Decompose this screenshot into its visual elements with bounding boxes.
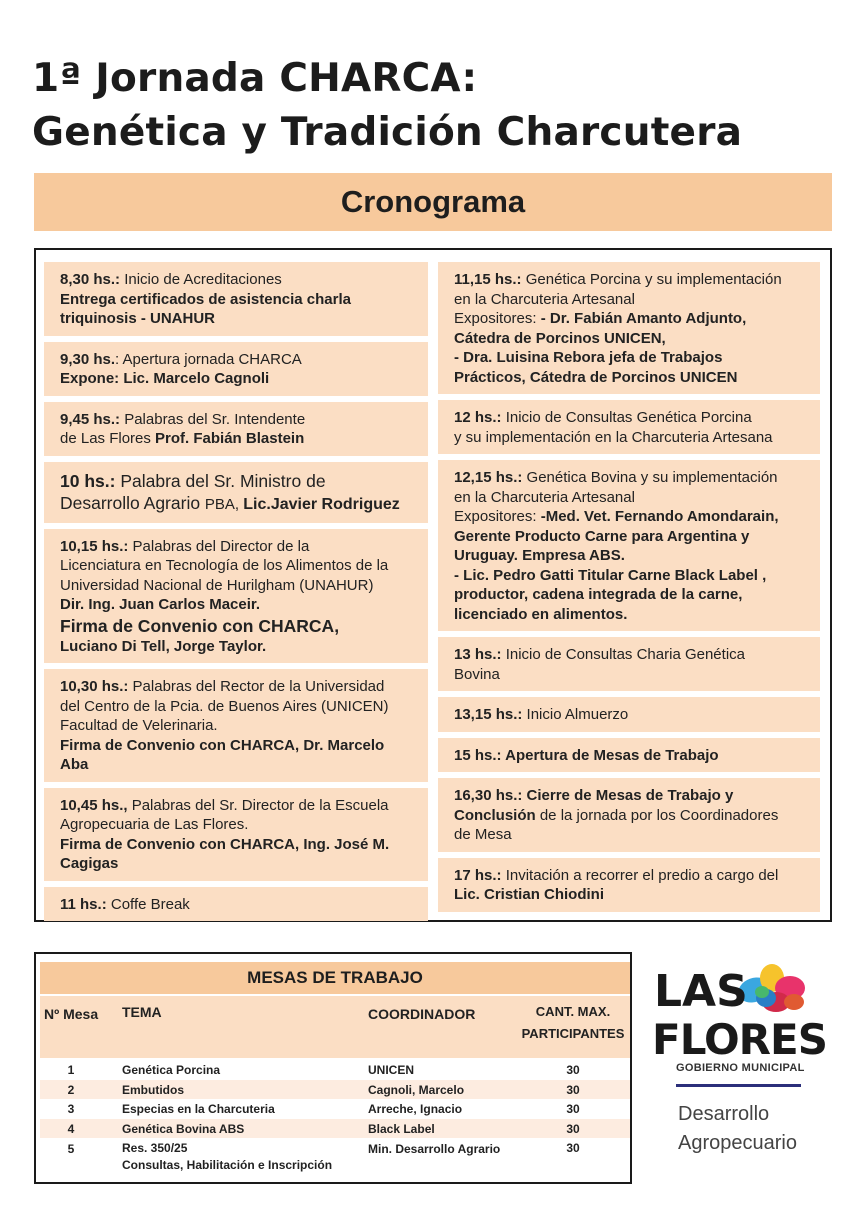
item-bold-text: Cagigas bbox=[60, 855, 119, 872]
page-title bbox=[32, 52, 832, 160]
cell-tema: Embutidos bbox=[122, 1082, 184, 1097]
schedule-item-0830 bbox=[44, 262, 428, 336]
schedule-item-0945 bbox=[44, 402, 428, 456]
title-line-1: 1ª Jornada CHARCA: bbox=[32, 56, 478, 101]
item-text: de Mesa bbox=[454, 826, 512, 843]
table-row bbox=[40, 1099, 630, 1119]
logo-text-gobierno: GOBIERNO MUNICIPAL bbox=[676, 1062, 805, 1074]
item-time: 11 hs.: bbox=[60, 895, 107, 913]
schedule-item-1630 bbox=[438, 778, 820, 852]
item-text: Palabra del Sr. Ministro de bbox=[115, 470, 326, 491]
mesas-title-bar bbox=[40, 962, 630, 994]
item-bold-text: triquinosis - UNAHUR bbox=[60, 310, 215, 327]
item-bold-text: Entrega certificados de asistencia charla bbox=[60, 290, 351, 308]
logo-dep-line-1: Desarrollo bbox=[678, 1103, 770, 1125]
item-text: : Apertura jornada CHARCA bbox=[115, 350, 302, 368]
cell-num: 3 bbox=[67, 1102, 75, 1116]
item-text: Expositores: bbox=[454, 310, 541, 327]
item-time: 13,15 hs.: bbox=[454, 706, 523, 723]
item-time: 9,45 hs.: bbox=[60, 410, 121, 428]
item-bold-text: Firma de Convenio con CHARCA, Dr. Marcelo bbox=[60, 736, 385, 754]
schedule-box bbox=[34, 248, 832, 922]
item-bold-text: Apertura de Mesas de Trabajo bbox=[501, 746, 719, 764]
table-row bbox=[40, 1138, 630, 1174]
schedule-item-1030 bbox=[44, 669, 428, 782]
cell-num: 2 bbox=[67, 1082, 75, 1097]
logo-department bbox=[678, 1100, 797, 1158]
item-time: 12,15 hs.: bbox=[454, 469, 523, 486]
item-bold-text: Dir. Ing. Juan Carlos Maceir. bbox=[60, 596, 261, 613]
schedule-left-column bbox=[44, 262, 428, 921]
item-text: en la Charcuteria Artesanal bbox=[454, 290, 635, 308]
schedule-item-1200 bbox=[438, 400, 820, 454]
item-bold-text: Gerente Producto Carne para Argentina y bbox=[454, 527, 750, 545]
schedule-item-1300 bbox=[438, 637, 820, 691]
cell-num: 1 bbox=[67, 1063, 75, 1077]
item-text: Inicio de Consultas Genética Porcina bbox=[501, 409, 752, 426]
item-bold-text: - Lic. Pedro Gatti Titular Carne Black Label , bbox=[454, 566, 767, 584]
cell-tema: Genética Porcina bbox=[122, 1063, 221, 1077]
table-row bbox=[40, 1119, 630, 1139]
item-bold-text: Expone: Lic. Marcelo Cagnoli bbox=[60, 370, 270, 387]
item-bold-text: Cátedra de Porcinos UNICEN, bbox=[454, 329, 666, 347]
col-header-cant-1: CANT. MAX. bbox=[535, 1004, 611, 1019]
item-time: 10,30 hs.: bbox=[60, 678, 129, 695]
schedule-item-1215 bbox=[438, 460, 820, 631]
col-header-coord: COORDINADOR bbox=[368, 1006, 476, 1022]
item-bold-text: Firma de Convenio con CHARCA, Ing. José M. bbox=[60, 835, 390, 853]
schedule-item-1015 bbox=[44, 529, 428, 664]
schedule-right-column bbox=[438, 262, 820, 912]
schedule-item-1045 bbox=[44, 788, 428, 881]
item-text: Coffe Break bbox=[106, 895, 190, 913]
item-time: 9,30 hs. bbox=[60, 350, 116, 368]
item-bold-text: Cierre de Mesas de Trabajo y bbox=[522, 787, 734, 804]
col-header-cant-2: PARTICIPANTES bbox=[521, 1026, 625, 1041]
mesas-title: MESAS DE TRABAJO bbox=[247, 968, 423, 987]
cell-cant: 30 bbox=[566, 1121, 580, 1136]
table-row bbox=[40, 1060, 630, 1080]
item-text: Inicio Almuerzo bbox=[522, 706, 629, 723]
cell-cant: 30 bbox=[566, 1141, 580, 1155]
item-time: 12 hs.: bbox=[454, 409, 502, 426]
item-bold-text: Uruguay. Empresa ABS. bbox=[454, 547, 625, 564]
item-time: 10,15 hs.: bbox=[60, 537, 129, 555]
item-text: Genética Porcina y su implementación bbox=[521, 271, 782, 288]
item-bold-text: Lic. Cristian Chiodini bbox=[454, 886, 605, 903]
item-time: 8,30 hs.: bbox=[60, 271, 121, 288]
cell-coord: Black Label bbox=[368, 1121, 435, 1136]
cell-tema: Res. 350/25 bbox=[122, 1141, 188, 1155]
item-time: 10,45 hs., bbox=[60, 796, 128, 814]
item-text: de la jornada por los Coordinadores bbox=[535, 806, 779, 824]
item-text: Palabras del Sr. Director de la Escuela bbox=[127, 796, 389, 814]
item-bold-text: Conclusión bbox=[454, 806, 536, 824]
item-bold-text: Luciano Di Tell, Jorge Taylor. bbox=[60, 637, 267, 655]
item-text: Palabras del Sr. Intendente bbox=[120, 410, 306, 428]
item-text: Agropecuaria de Las Flores. bbox=[60, 816, 249, 833]
item-text: Universidad Nacional de Hurilgham (UNAHUR) bbox=[60, 576, 374, 594]
col-header-tema: TEMA bbox=[122, 1004, 162, 1020]
item-time: 15 hs.: bbox=[454, 746, 502, 764]
item-text: de Las Flores bbox=[60, 430, 156, 447]
title-line-2: Genética y Tradición Charcutera bbox=[32, 110, 743, 155]
item-text: Licenciatura en Tecnología de los Alimentos de la bbox=[60, 557, 389, 574]
item-bold-text: -Med. Vet. Fernando Amondarain, bbox=[540, 508, 779, 525]
item-time: 11,15 hs.: bbox=[454, 271, 522, 288]
item-text: Inicio de Consultas Charia Genética bbox=[501, 646, 745, 663]
cell-cant: 30 bbox=[566, 1102, 580, 1116]
item-time: 13 hs.: bbox=[454, 646, 502, 663]
item-text: Invitación a recorrer el predio a cargo del bbox=[501, 866, 779, 884]
item-time: 10 hs.: bbox=[60, 470, 116, 491]
cell-coord: Min. Desarrollo Agrario bbox=[368, 1142, 501, 1156]
item-bold-text: - Dr. Fabián Amanto Adjunto, bbox=[540, 310, 747, 327]
item-text: PBA, bbox=[204, 495, 244, 513]
item-text: Expositores: bbox=[454, 508, 541, 525]
las-flores-logo bbox=[650, 962, 827, 1182]
item-bold-text: productor, cadena integrada de la carne, bbox=[454, 586, 743, 603]
mesas-table bbox=[34, 952, 632, 1184]
schedule-item-1115 bbox=[438, 262, 820, 394]
col-header-num: Nº Mesa bbox=[44, 1006, 99, 1022]
schedule-item-1700 bbox=[438, 858, 820, 912]
item-text: Desarrollo Agrario bbox=[60, 492, 205, 513]
item-bold-text: Aba bbox=[60, 756, 89, 773]
item-text: y su implementación en la Charcuteria Artesana bbox=[454, 428, 773, 446]
item-text: Inicio de Acreditaciones bbox=[120, 271, 282, 288]
logo-dep-line-2: Agropecuario bbox=[678, 1132, 797, 1154]
table-row bbox=[40, 1080, 630, 1100]
schedule-item-1315 bbox=[438, 697, 820, 732]
logo-divider bbox=[676, 1084, 801, 1087]
cell-tema: Especias en la Charcuteria bbox=[122, 1102, 275, 1116]
item-text: del Centro de la Pcia. de Buenos Aires (UNICEN) bbox=[60, 697, 389, 715]
item-text: Facultad de Velerinaria. bbox=[60, 717, 218, 734]
schedule-item-1500 bbox=[438, 738, 820, 773]
logo-text-las: LAS bbox=[654, 966, 748, 1017]
schedule-item-1000 bbox=[44, 462, 428, 523]
mesas-column-headers bbox=[40, 996, 630, 1058]
item-bold-text: Prof. Fabián Blastein bbox=[155, 430, 305, 447]
cell-cant: 30 bbox=[566, 1082, 580, 1097]
schedule-item-0930 bbox=[44, 342, 428, 396]
item-text: en la Charcuteria Artesanal bbox=[454, 488, 635, 506]
item-text: Palabras del Rector de la Universidad bbox=[128, 678, 385, 695]
schedule-item-1100 bbox=[44, 887, 428, 922]
cell-coord: UNICEN bbox=[368, 1063, 415, 1077]
item-bold-text: Prácticos, Cátedra de Porcinos UNICEN bbox=[454, 368, 738, 386]
cell-num: 5 bbox=[67, 1142, 75, 1156]
item-time: 16,30 hs.: bbox=[454, 787, 523, 804]
cell-cant: 30 bbox=[566, 1063, 580, 1077]
item-bold-text: licenciado en alimentos. bbox=[454, 605, 628, 623]
cronograma-banner bbox=[34, 173, 832, 231]
item-bold-text: Lic.Javier Rodriguez bbox=[243, 495, 400, 513]
item-text: Genética Bovina y su implementación bbox=[522, 469, 778, 486]
item-time: 17 hs.: bbox=[454, 866, 502, 884]
cell-tema: Consultas, Habilitación e Inscripción bbox=[122, 1158, 333, 1172]
cell-num: 4 bbox=[67, 1121, 75, 1136]
cronograma-label: Cronograma bbox=[340, 184, 526, 219]
cell-tema: Genética Bovina ABS bbox=[122, 1121, 245, 1136]
cell-coord: Arreche, Ignacio bbox=[368, 1102, 463, 1116]
item-text: Bovina bbox=[454, 665, 500, 683]
item-text: Palabras del Director de la bbox=[128, 537, 310, 555]
item-bold-text: - Dra. Luisina Rebora jefa de Trabajos bbox=[454, 349, 723, 366]
cell-coord: Cagnoli, Marcelo bbox=[368, 1082, 465, 1097]
logo-text-flores: FLORES bbox=[652, 1015, 827, 1064]
item-bold-text: Firma de Convenio con CHARCA, bbox=[60, 615, 340, 636]
mesas-rows bbox=[40, 1060, 630, 1174]
